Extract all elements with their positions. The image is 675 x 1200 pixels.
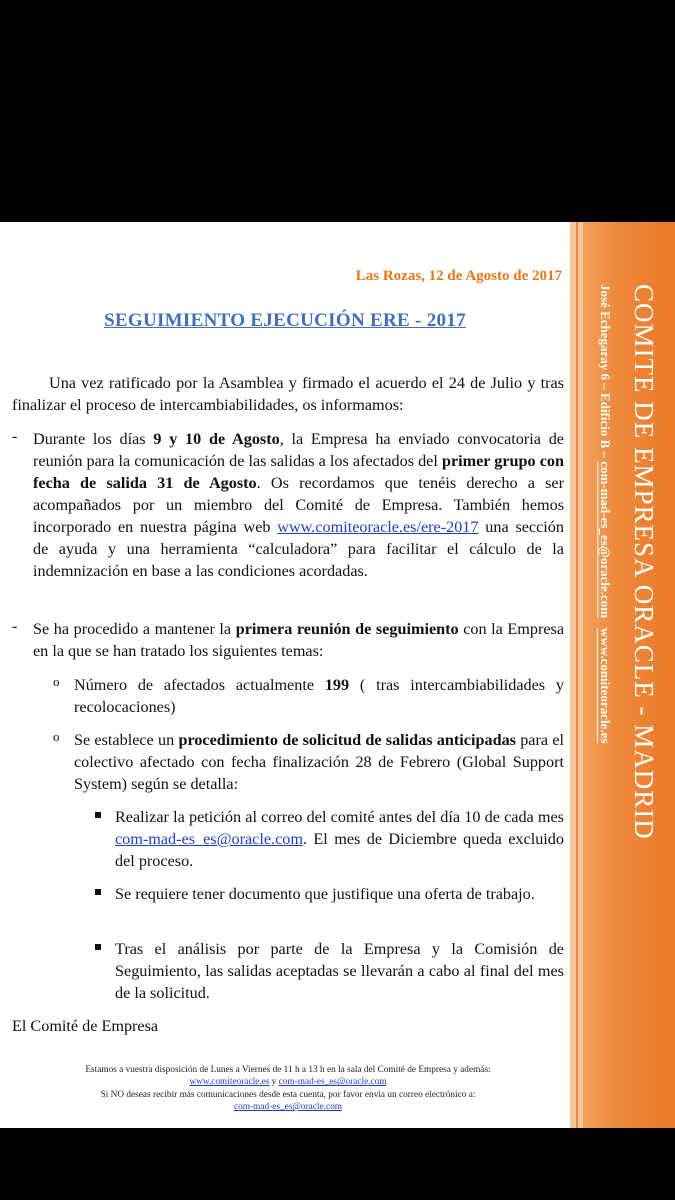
address-text: José Echegaray 6 – Edificio B –: [598, 284, 613, 462]
intro-paragraph: Una vez ratificado por la Asamblea y firmado el acuerdo el 24 de Julio y tras finalizar el proceso de intercambiabilidades, os informamos:: [12, 374, 564, 414]
bold-meeting: primera reunión de seguimiento: [235, 620, 459, 638]
item-text: [74, 729, 564, 795]
footer-links: [12, 1076, 564, 1088]
item-text: [33, 428, 564, 582]
text-segment: Durante los días: [33, 430, 154, 448]
letterhead-title: COMITE DE EMPRESA ORACLE - MADRID: [629, 284, 659, 840]
dash-bullet: -: [12, 618, 18, 635]
sidebar-divider: [576, 222, 578, 1128]
bold-first-group: primer grupo con fecha de salida 31 de Agosto: [33, 452, 565, 492]
item-text: [74, 674, 564, 718]
text-segment: . Os recordamos que tenéis derecho a ser acompañados por un miembro del Comité de Empresa. También hemos incorporado en nuestra página web: [33, 474, 564, 536]
item-text: [115, 806, 564, 872]
footer-web-link[interactable]: www.comiteoracle.es: [189, 1077, 270, 1088]
ere-web-link[interactable]: www.comiteoracle.es/ere-2017: [277, 518, 479, 536]
item-text: Se requiere tener documento que justifique una oferta de trabajo.: [115, 885, 535, 903]
circle-bullet: o: [53, 674, 60, 689]
text-segment: para el colectivo afectado con fecha finalización 28 de Febrero (Global Support System) según se detalla:: [74, 731, 564, 793]
text-segment: Número de afectados actualmente: [74, 676, 325, 694]
footer: [12, 1064, 564, 1114]
text-segment: ( tras intercambiabilidades y recolocaciones): [74, 676, 564, 716]
square-bullet-icon: [95, 944, 101, 950]
signature: El Comité de Empresa: [12, 1017, 159, 1035]
letter-body: [0, 222, 570, 1128]
text-segment: con la Empresa en la que se han tratado los siguientes temas:: [33, 620, 565, 660]
item-text: Tras el análisis por parte de la Empresa y la Comisión de Seguimiento, las salidas aceptadas se llevarán a cabo al final del mes de la solicitud.: [115, 940, 564, 1002]
footer-availability: Estamos a vuestra disposición de Lunes a Viernes de 11 h a 13 h en la sala del Comité de Empresa y además:: [85, 1065, 491, 1075]
letterhead-address: [597, 284, 613, 743]
text-segment: una sección de ayuda y una herramienta “calculadora” para facilitar el cálculo de la indemnización en base a las condiciones acordadas.: [33, 518, 564, 580]
page-title: SEGUIMIENTO EJECUCIÓN ERE - 2017: [104, 310, 466, 331]
letter-date: Las Rozas, 12 de Agosto de 2017: [355, 268, 562, 284]
document-page: [0, 222, 675, 1128]
circle-bullet: o: [53, 729, 60, 744]
footer-email-link[interactable]: com-mad-es_es@oracle.com: [278, 1077, 387, 1088]
footer-unsubscribe-email: [12, 1101, 564, 1113]
bold-count: 199: [324, 676, 350, 694]
square-bullet-icon: [95, 889, 101, 895]
text-segment: Realizar la petición al correo del comité antes del día 10 de cada mes: [115, 808, 564, 826]
text-segment: . El mes de Diciembre queda excluido del proceso.: [115, 830, 564, 870]
bold-dates: 9 y 10 de Agosto: [153, 430, 280, 448]
letterhead-web-link[interactable]: www.comiteoracle.es: [598, 627, 613, 744]
unsubscribe-email-link[interactable]: com-mad-es_es@oracle.com: [234, 1102, 342, 1113]
letterhead-email-link[interactable]: com-mad-es_es@oracle.com: [598, 461, 613, 619]
text-segment: Se ha procedido a mantener la: [33, 620, 236, 638]
square-bullet-icon: [95, 812, 101, 818]
text-segment: Se establece un: [74, 731, 179, 749]
text-segment: y: [269, 1077, 279, 1088]
bold-procedure: procedimiento de solicitud de salidas anticipadas: [178, 731, 516, 749]
item-text: [33, 618, 564, 662]
footer-unsubscribe: Si NO deseas recibir más comunicaciones desde esta cuenta, por favor envia un correo electrónico a:: [100, 1089, 476, 1100]
text-segment: , la Empresa ha enviado convocatoria de reunión para la comunicación de las salidas a los afectados del: [33, 430, 564, 470]
dash-bullet: -: [12, 428, 18, 445]
committee-email-link[interactable]: com-mad-es_es@oracle.com: [115, 830, 303, 848]
